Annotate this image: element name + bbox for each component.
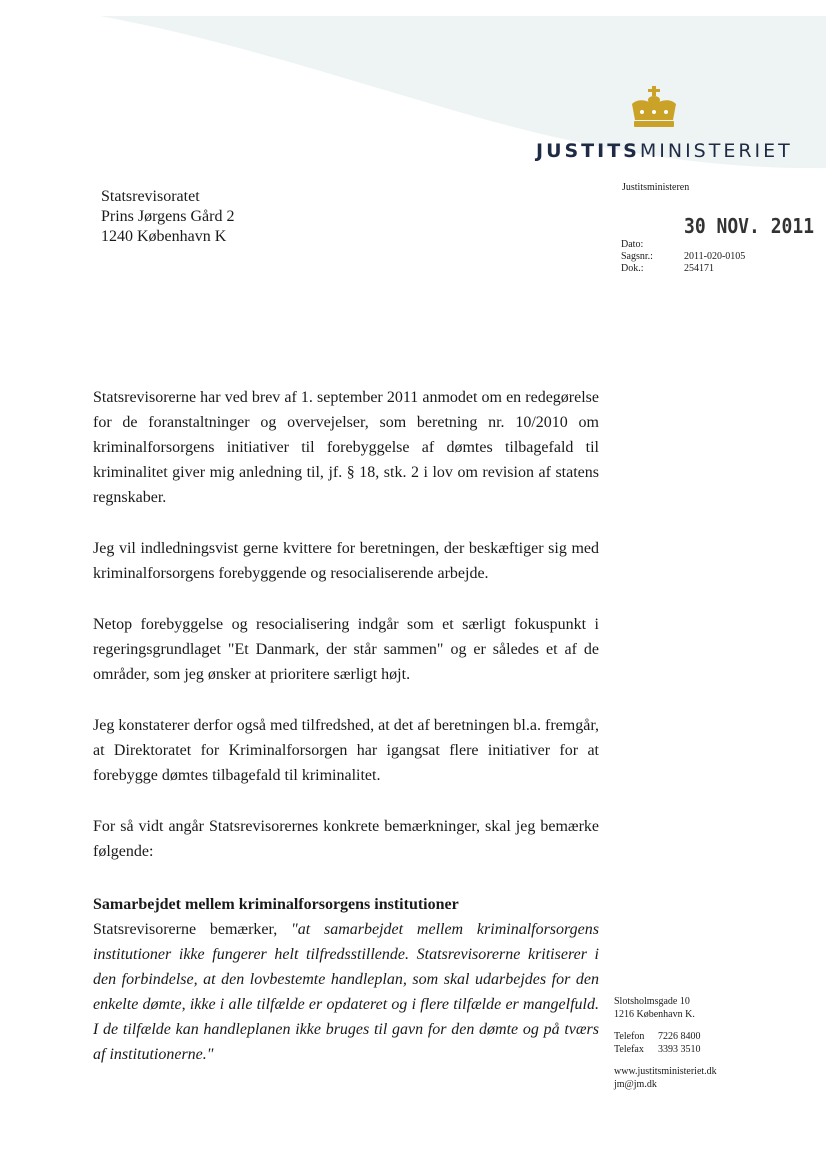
section-heading: Samarbejdet mellem kriminalforsorgens institutioner bbox=[93, 896, 459, 913]
contact-sidebar bbox=[614, 996, 717, 1101]
crown-logo-icon bbox=[628, 86, 680, 132]
quote-paragraph bbox=[93, 917, 599, 1067]
date-label: Dato: bbox=[621, 239, 644, 250]
phone-label: Telefon bbox=[614, 1031, 645, 1042]
address-line-2: 1216 København K. bbox=[614, 1008, 695, 1020]
fax-label: Telefax bbox=[614, 1043, 644, 1055]
recipient-street: Prins Jørgens Gård 2 bbox=[101, 208, 235, 225]
paragraph-3: Netop forebyggelse og resocialisering indgår som et særligt fokuspunkt i regeringsgrundlaget "Et Danmark, der står sammen" og er således et af de områder, som jeg ønsker at prioritere særligt højt. bbox=[93, 616, 599, 683]
paragraph-1: Statsrevisorerne har ved brev af 1. september 2011 anmodet om en redegørelse for de foranstaltninger og overvejelser, som beretning nr. 10/2010 om kriminalforsorgens initiativer til forebyggelse af dømtes tilbagefald til kriminalitet giver mig anledning til, jf. § 18, stk. 2 i lov om revision af statens regnskaber. bbox=[93, 389, 599, 506]
phone-block bbox=[614, 1031, 717, 1056]
phone-value: 7226 8400 bbox=[658, 1031, 701, 1042]
fax-value: 3393 3510 bbox=[658, 1043, 701, 1055]
website-link[interactable]: www.justitsministeriet.dk bbox=[614, 1066, 717, 1077]
email-link[interactable]: jm@jm.dk bbox=[614, 1078, 657, 1090]
recipient-address bbox=[101, 187, 234, 247]
recipient-city: 1240 København K bbox=[101, 228, 227, 245]
case-number-value: 2011-020-0105 bbox=[684, 251, 746, 262]
letterhead-wave-background bbox=[0, 0, 826, 200]
paragraph-4: Jeg konstaterer derfor også med tilfredshed, at det af beretningen bl.a. fremgår, at Direktoratet for Kriminalforsorgen har igangsat flere initiativer for at forebygge dømtes tilbagefald til kriminalitet. bbox=[93, 717, 599, 784]
letter-body bbox=[93, 385, 599, 1067]
sender-title: Justitsministeren bbox=[622, 182, 690, 193]
recipient-name: Statsrevisoratet bbox=[101, 188, 200, 205]
document-number-value: 254171 bbox=[684, 263, 714, 274]
ministry-address bbox=[614, 996, 717, 1021]
logo-regular-part: MINISTERIET bbox=[639, 140, 793, 162]
date-stamp: 30 NOV. 2011 bbox=[684, 214, 815, 239]
address-line-1: Slotsholmsgade 10 bbox=[614, 996, 690, 1007]
document-number-label: Dok.: bbox=[621, 263, 644, 274]
quote-text: "at samarbejdet mellem kriminalforsorgens institutioner ikke fungerer helt tilfredsstillende. Statsrevisorerne kritiserer i den forbindelse, at den lovbestemte handleplan, som skal udarbejdes for den enkelte dømte, ikke i alle tilfælde er opdateret og i flere tilfælde er mangelfuld. I de tilfælde kan handleplanen ikke bruges til gavn for den dømte og på tværs af institutionerne." bbox=[93, 921, 599, 1063]
case-number-label: Sagsnr.: bbox=[621, 251, 653, 262]
web-block bbox=[614, 1066, 717, 1091]
ministry-logo-text bbox=[536, 140, 793, 162]
paragraph-5: For så vidt angår Statsrevisorernes konkrete bemærkninger, skal jeg bemærke følgende: bbox=[93, 818, 599, 860]
quote-intro: Statsrevisorerne bemærker, bbox=[93, 921, 292, 938]
logo-bold-part: JUSTITS bbox=[536, 140, 640, 162]
paragraph-2: Jeg vil indledningsvist gerne kvittere for beretningen, der beskæftiger sig med kriminalforsorgens forebyggende og resocialiserende arbejde. bbox=[93, 540, 599, 582]
